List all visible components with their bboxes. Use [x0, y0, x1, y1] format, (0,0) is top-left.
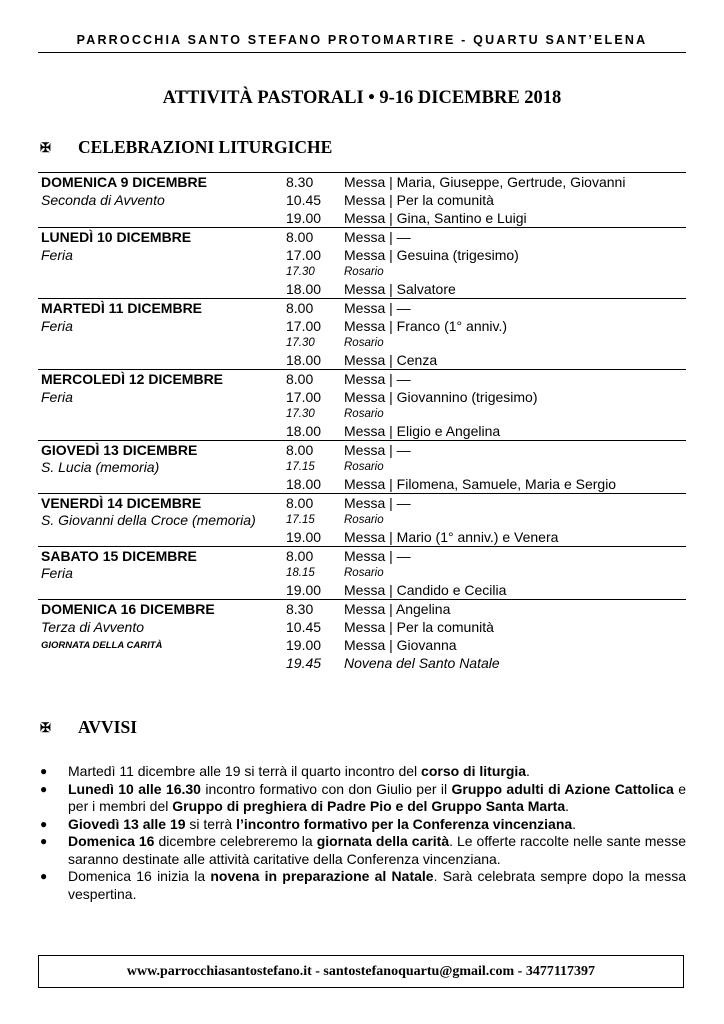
avvisi-list — [38, 763, 686, 903]
event-description: Messa | Per la comunità — [344, 619, 494, 635]
schedule-row — [38, 191, 686, 209]
bullet-icon: ● — [40, 764, 48, 778]
day-name: MARTEDÌ 11 DICEMBRE — [41, 300, 203, 316]
bullet-icon: ● — [40, 781, 48, 796]
day-block — [38, 494, 686, 547]
event-time: 8.00 — [286, 300, 314, 316]
schedule-row — [38, 581, 686, 599]
event-time: 17.15 — [286, 461, 315, 473]
section-celebrazioni-title: CELEBRAZIONI LITURGICHE — [78, 137, 333, 157]
day-subtitle: Feria — [41, 389, 73, 405]
event-time: 8.00 — [286, 442, 314, 458]
schedule-row — [38, 459, 686, 475]
event-description: Rosario — [344, 337, 384, 349]
day-block — [38, 441, 686, 494]
schedule-row — [38, 388, 686, 406]
day-name: VENERDÌ 14 DICEMBRE — [41, 495, 202, 511]
schedule-row — [38, 422, 686, 440]
cross-icon: ✠ — [40, 139, 51, 155]
day-subtitle: Feria — [41, 565, 73, 581]
day-name: LUNEDÌ 10 DICEMBRE — [41, 229, 192, 245]
avviso-text — [68, 781, 686, 816]
schedule-row — [38, 228, 686, 246]
day-subtitle: Terza di Avvento — [41, 619, 144, 635]
event-time: 18.00 — [286, 423, 322, 439]
avviso-text-bold: Gruppo adulti di Azione Cattolica — [451, 780, 674, 797]
avviso-text-part: . — [572, 815, 577, 832]
footer-contacts: www.parrocchiasantostefano.it - santostefanoquartu@gmail.com - 3477117397 — [38, 955, 684, 988]
avviso-text-bold: giornata della carità — [316, 833, 450, 849]
avviso-text-part: e per i membri del — [68, 780, 686, 814]
event-time: 8.30 — [286, 601, 314, 617]
schedule-row — [38, 246, 686, 264]
schedule-row — [38, 351, 686, 369]
event-time: 18.00 — [286, 281, 322, 297]
avviso-item — [38, 816, 686, 834]
event-time: 19.00 — [286, 582, 322, 598]
event-time: 17.00 — [286, 318, 322, 334]
schedule-row — [38, 475, 686, 493]
day-block — [38, 370, 686, 441]
event-description: Messa | Angelina — [344, 601, 451, 617]
day-block — [38, 547, 686, 600]
event-time: 8.00 — [286, 371, 314, 387]
avviso-item — [38, 781, 686, 816]
schedule-row — [38, 654, 686, 672]
avviso-text-bold: corso di liturgia — [421, 763, 527, 779]
page-title: ATTIVITÀ PASTORALI • 9-16 DICEMBRE 2018 — [162, 88, 562, 108]
event-description: Messa | Giovannino (trigesimo) — [344, 389, 538, 405]
event-description: Messa | Maria, Giuseppe, Gertrude, Giovanni — [344, 174, 626, 190]
avviso-text-part: si terrà — [185, 815, 237, 832]
schedule-row — [38, 264, 686, 280]
event-description: Messa | — — [344, 548, 411, 564]
avviso-text — [68, 833, 686, 868]
event-time: 19.45 — [286, 655, 322, 671]
day-subtitle: Feria — [41, 318, 73, 334]
avviso-text-part: . — [565, 798, 569, 814]
schedule-row — [38, 600, 686, 618]
avviso-text — [68, 763, 686, 781]
section-avvisi — [40, 717, 137, 738]
day-block — [38, 173, 686, 228]
event-description: Messa | — — [344, 495, 411, 511]
day-name: GIOVEDÌ 13 DICEMBRE — [41, 442, 198, 458]
cross-icon: ✠ — [40, 719, 51, 735]
event-time: 18.15 — [286, 567, 315, 579]
event-description: Messa | Salvatore — [344, 281, 456, 297]
event-description: Messa | Gina, Santino e Luigi — [344, 210, 527, 226]
day-name: DOMENICA 9 DICEMBRE — [41, 174, 207, 190]
day-subtitle: Feria — [41, 247, 73, 263]
bullet-icon: ● — [40, 834, 48, 848]
event-description: Messa | Franco (1° anniv.) — [344, 318, 508, 334]
schedule-row — [38, 370, 686, 388]
avviso-text-bold: l’incontro formativo per la Conferenza vincenziana — [236, 815, 573, 832]
event-time: 8.00 — [286, 229, 314, 245]
schedule-row — [38, 494, 686, 512]
event-time: 19.00 — [286, 529, 322, 545]
event-time: 19.00 — [286, 637, 322, 653]
event-description: Messa | — — [344, 442, 411, 458]
event-description: Messa | Cenza — [344, 352, 438, 368]
avviso-text — [68, 816, 686, 834]
day-subtitle: S. Lucia (memoria) — [41, 459, 160, 475]
avviso-text-bold: novena in preparazione al Natale — [210, 868, 434, 884]
event-description: Messa | Mario (1° anniv.) e Venera — [344, 529, 559, 545]
section-avvisi-title: AVVISI — [78, 717, 138, 737]
avviso-text-part: Domenica 16 inizia la — [68, 868, 211, 884]
schedule-row — [38, 335, 686, 351]
schedule-row — [38, 299, 686, 317]
header-divider — [38, 52, 686, 53]
day-block — [38, 600, 686, 672]
event-time: 8.00 — [286, 495, 314, 511]
schedule-row — [38, 280, 686, 298]
event-description: Messa | Eligio e Angelina — [344, 423, 501, 439]
avviso-text-part: . Le offerte raccolte nelle sante messe saranno destinate alle attività caritative della Conferenza vincenziana. — [68, 833, 686, 867]
schedule-row — [38, 209, 686, 227]
event-description: Rosario — [344, 567, 384, 579]
avviso-text-bold: Lunedì 10 alle 16.30 — [68, 780, 201, 797]
event-description: Rosario — [344, 461, 384, 473]
schedule-row — [38, 565, 686, 581]
event-description: Messa | — — [344, 371, 411, 387]
event-time: 8.30 — [286, 174, 314, 190]
schedule-row — [38, 528, 686, 546]
event-time: 18.00 — [286, 476, 322, 492]
event-time: 17.00 — [286, 247, 322, 263]
parish-header: PARROCCHIA SANTO STEFANO PROTOMARTIRE - QUARTU SANT’ELENA — [76, 33, 648, 47]
day-block — [38, 299, 686, 370]
avviso-text-part: dicembre celebreremo la — [154, 833, 317, 849]
event-description: Messa | Gesuina (trigesimo) — [344, 247, 519, 263]
schedule-row — [38, 441, 686, 459]
schedule-row — [38, 317, 686, 335]
event-time: 17.30 — [286, 337, 315, 349]
bullet-icon: ● — [40, 816, 48, 831]
schedule-row — [38, 618, 686, 636]
section-celebrazioni — [40, 137, 332, 158]
bullet-icon: ● — [40, 869, 48, 883]
day-tag: GIORNATA DELLA CARITÀ — [41, 639, 163, 651]
day-block — [38, 228, 686, 299]
event-description: Novena del Santo Natale — [344, 655, 500, 671]
avviso-text-part: Martedì 11 dicembre alle 19 si terrà il quarto incontro del — [68, 763, 422, 779]
avviso-text-bold: Gruppo di preghiera di Padre Pio e del Gruppo Santa Marta — [172, 798, 566, 814]
event-time: 10.45 — [286, 192, 322, 208]
avviso-item — [38, 763, 686, 781]
avviso-text-bold: Domenica 16 — [68, 833, 155, 849]
schedule-row — [38, 547, 686, 565]
event-time: 17.30 — [286, 266, 315, 278]
avviso-item — [38, 833, 686, 868]
event-time: 17.00 — [286, 389, 322, 405]
schedule-row — [38, 636, 686, 654]
event-time: 10.45 — [286, 619, 322, 635]
schedule-row — [38, 512, 686, 528]
event-description: Messa | Per la comunità — [344, 192, 494, 208]
event-time: 18.00 — [286, 352, 322, 368]
avviso-text-part: . — [526, 763, 530, 779]
day-name: DOMENICA 16 DICEMBRE — [41, 601, 215, 617]
event-description: Rosario — [344, 408, 384, 420]
schedule-row — [38, 406, 686, 422]
event-description: Rosario — [344, 514, 384, 526]
day-subtitle: S. Giovanni della Croce (memoria) — [41, 512, 256, 528]
event-description: Rosario — [344, 266, 384, 278]
event-time: 17.15 — [286, 514, 315, 526]
event-time: 19.00 — [286, 210, 322, 226]
event-description: Messa | — — [344, 229, 411, 245]
avviso-text-part: . Sarà celebrata sempre dopo la messa vespertina. — [68, 868, 686, 902]
avviso-text-bold: Giovedì 13 alle 19 — [68, 815, 186, 832]
avviso-item — [38, 868, 686, 903]
day-name: MERCOLEDÌ 12 DICEMBRE — [41, 371, 224, 387]
event-description: Messa | — — [344, 300, 411, 316]
event-time: 17.30 — [286, 408, 315, 420]
event-description: Messa | Filomena, Samuele, Maria e Sergio — [344, 476, 617, 492]
schedule-table — [38, 172, 686, 672]
schedule-row — [38, 173, 686, 191]
day-name: SABATO 15 DICEMBRE — [41, 548, 197, 564]
day-subtitle: Seconda di Avvento — [41, 192, 165, 208]
event-description: Messa | Candido e Cecilia — [344, 582, 507, 598]
event-time: 8.00 — [286, 548, 314, 564]
avviso-text — [68, 868, 686, 903]
event-description: Messa | Giovanna — [344, 637, 457, 653]
avviso-text-part: incontro formativo con don Giulio per il — [200, 780, 452, 797]
